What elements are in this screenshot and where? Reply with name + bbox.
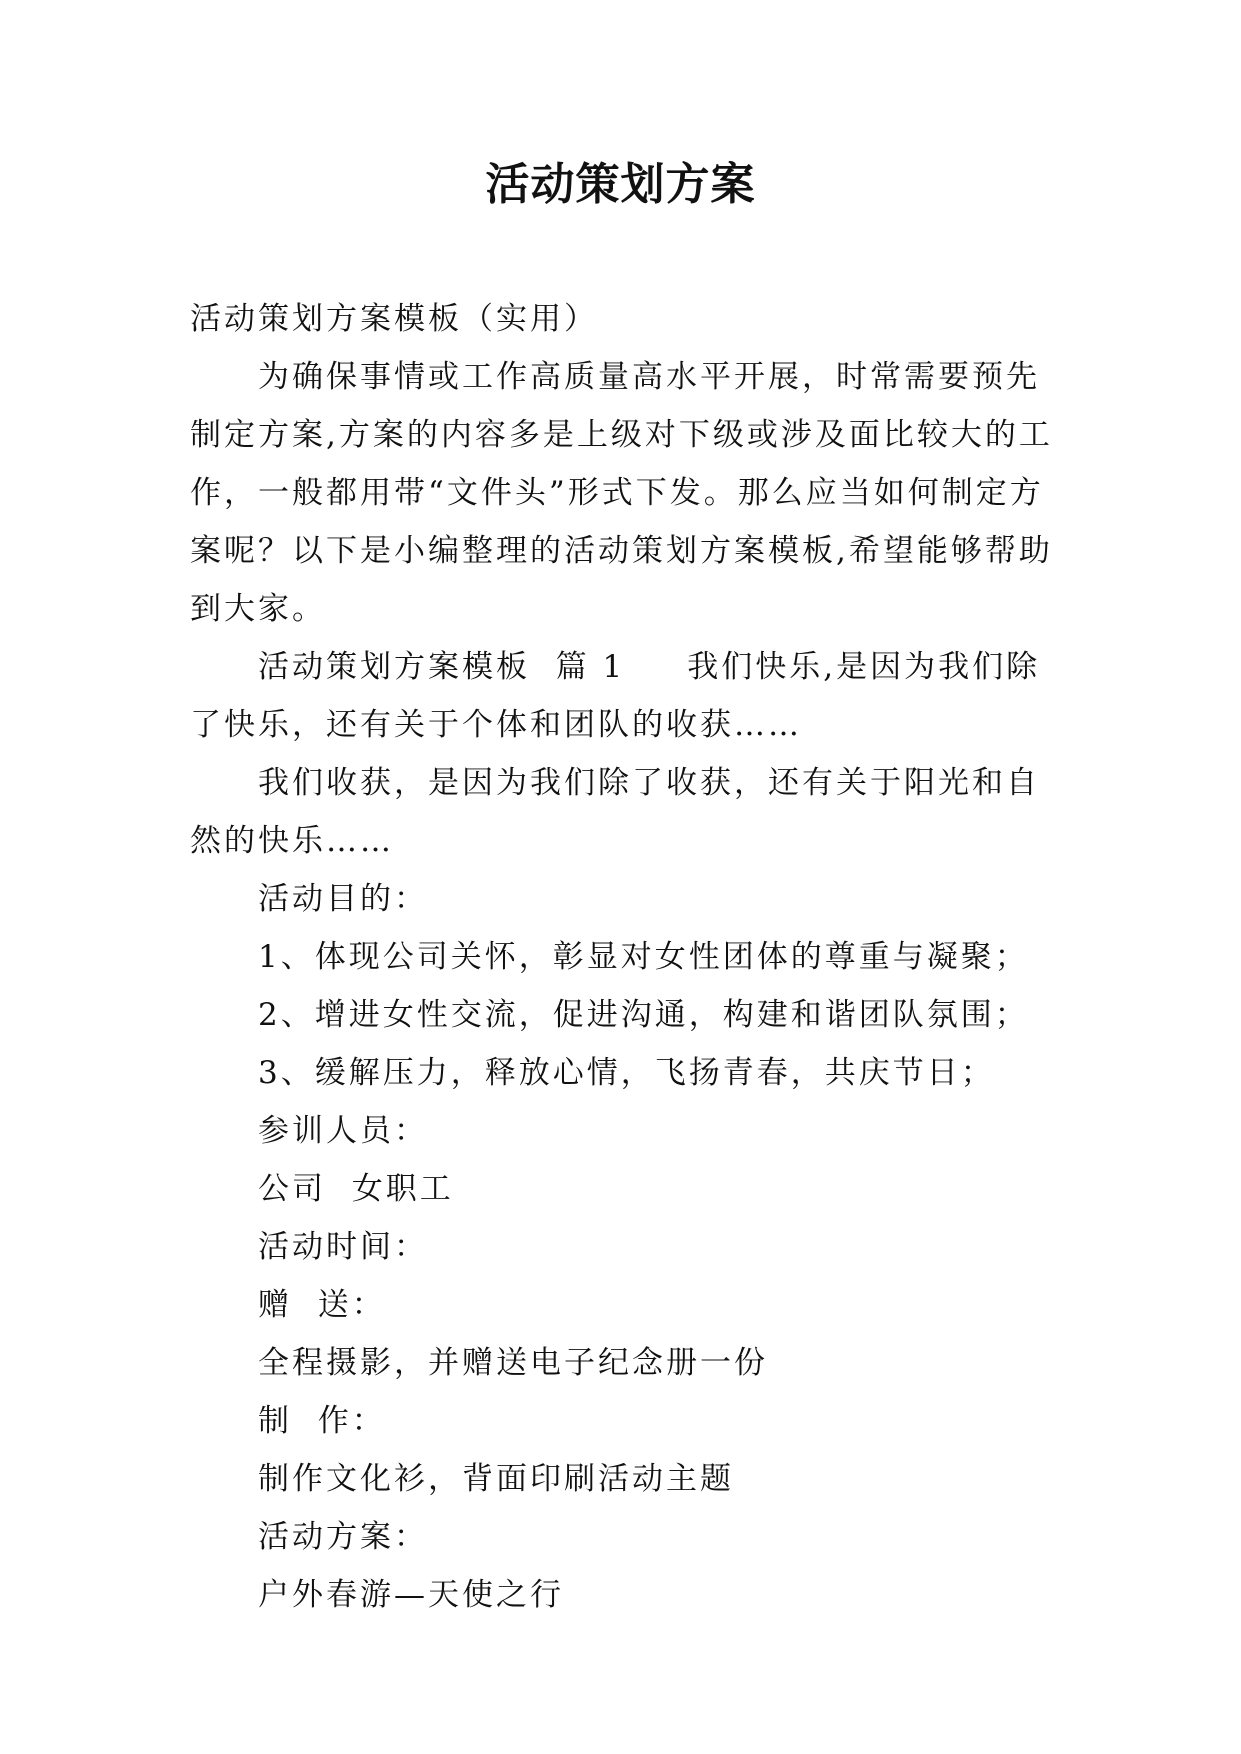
document-title: 活动策划方案 [485,159,756,210]
gift-label: 赠 送： [258,1287,386,1323]
section-heading: 活动策划方案模板 篇 1 [258,649,626,685]
purpose-item-3: 3、缓解压力，释放心情，飞扬青春，共庆节日； [258,1055,995,1091]
make-value: 制作文化衫，背面印刷活动主题 [258,1461,734,1497]
plan-label: 活动方案： [258,1519,428,1555]
gift-value: 全程摄影，并赠送电子纪念册一份 [258,1345,768,1381]
make-label: 制 作： [258,1403,386,1439]
participants-label: 参训人员： [258,1113,428,1149]
purpose-label: 活动目的： [258,881,428,917]
intro-paragraph: 为确保事情或工作高质量高水平开展，时常需要预先制定方案,方案的内容多是上级对下级或涉及面比较大的工作，一般都用带“文件头”形式下发。那么应当如何制定方案呢？以下是小编整理的活动策划方案模板,希望能够帮助到大家。 [190,359,1053,627]
section-lead: 我们快乐,是因为我们除了快乐，还有关于个体和团队的收获…… [190,649,1041,743]
participants-value: 公司 女职工 [258,1171,454,1207]
time-label: 活动时间： [258,1229,428,1265]
plan-value: 户外春游—天使之行 [258,1577,564,1613]
document-body [190,290,1060,1624]
purpose-item-2: 2、增进女性交流，促进沟通，构建和谐团队氛围； [258,997,1029,1033]
purpose-item-1: 1、体现公司关怀，彰显对女性团体的尊重与凝聚； [258,939,1029,975]
section-paragraph [190,638,1060,754]
harvest-paragraph: 我们收获，是因为我们除了收获，还有关于阳光和自然的快乐…… [190,765,1040,859]
subtitle: 活动策划方案模板（实用） [190,301,598,337]
